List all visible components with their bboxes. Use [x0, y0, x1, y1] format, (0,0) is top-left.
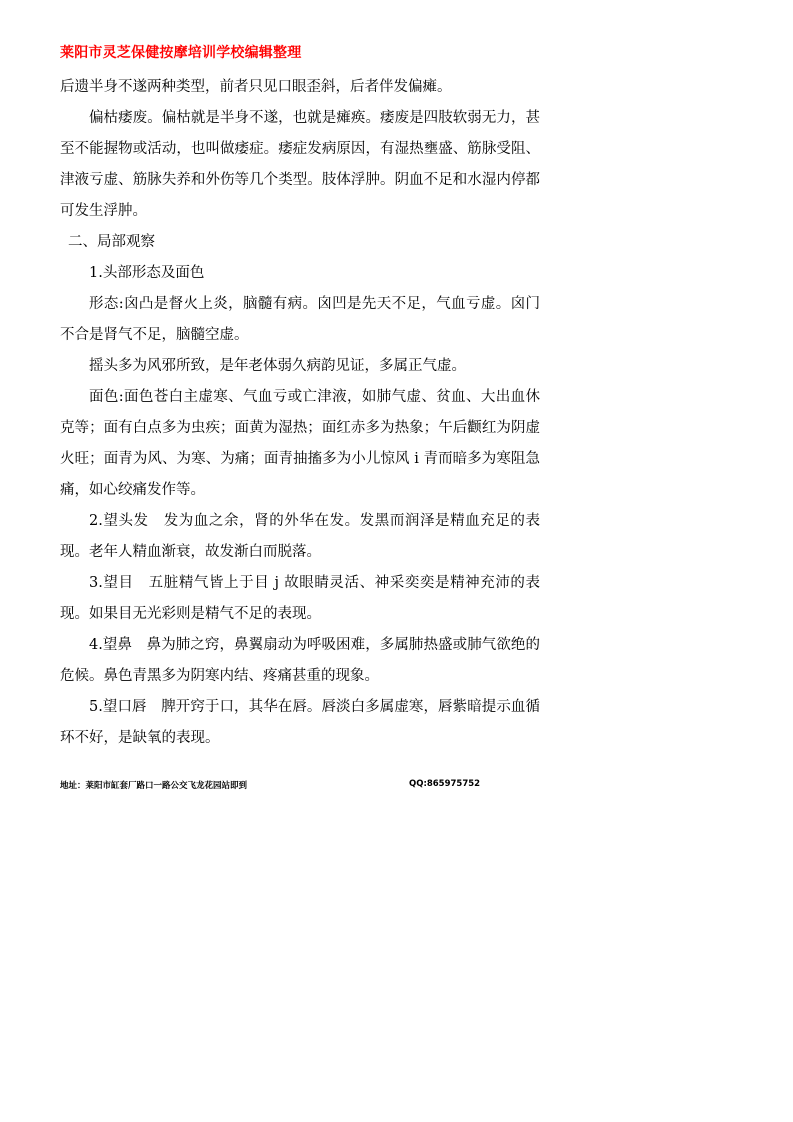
- paragraph: 5.望口唇 脾开窍于口，其华在唇。唇淡白多属虚寒，唇紫暗提示血循环不好，是缺氧的表现。: [60, 699, 540, 746]
- document-header-title: 莱阳市灵芝保健按摩培训学校编辑整理: [60, 45, 302, 61]
- paragraph: 3.望目 五脏精气皆上于目 j 故眼睛灵活、神采奕奕是精神充沛的表现。如果目无光彩则是精气不足的表现。: [60, 575, 540, 622]
- paragraph: 形态:囟凸是督火上炎，脑髓有病。囟凹是先天不足，气血亏虚。囟门不合是肾气不足，脑髓空虚。: [60, 296, 540, 343]
- footer-address: 地址：莱阳市缸套厂路口一路公交飞龙花园站即到: [60, 781, 248, 791]
- document-footer: [60, 779, 480, 791]
- subsection-heading: 1.头部形态及面色: [89, 265, 205, 281]
- footer-qq: QQ:865975752: [409, 779, 481, 789]
- paragraph: 后遗半身不遂两种类型，前者只见口眼歪斜，后者伴发偏瘫。: [60, 79, 452, 95]
- paragraph: 2.望头发 发为血之余，肾的外华在发。发黑而润泽是精血充足的表现。老年人精血渐衰，故发渐白而脱落。: [60, 513, 540, 560]
- paragraph: 4.望鼻 鼻为肺之窍，鼻翼扇动为呼吸困难，多属肺热盛或肺气欲绝的危候。鼻色青黑多为阴寒内结、疼痛甚重的现象。: [60, 637, 540, 684]
- paragraph: 面色:面色苍白主虚寒、气血亏或亡津液，如肺气虚、贫血、大出血休克等；面有白点多为虫疾；面黄为湿热；面红赤多为热象；午后颧红为阴虚火旺；面青为风、为寒、为痛；面青抽搐多为小儿惊风 i 青而暗多为寒阻急痛，如心绞痛发作等。: [60, 389, 540, 498]
- paragraph: 偏枯痿废。偏枯就是半身不遂，也就是瘫痪。痿废是四肢软弱无力，甚至不能握物或活动，也叫做痿症。痿症发病原因，有湿热壅盛、筋脉受阻、津液亏虚、筋脉失养和外伤等几个类型。肢体浮肿。阴血不足和水湿内停都可发生浮肿。: [60, 110, 540, 219]
- paragraph: 摇头多为风邪所致，是年老体弱久病韵见证，多属正气虚。: [89, 358, 466, 374]
- document-body: [60, 72, 540, 754]
- section-heading: 二、局部观察: [68, 234, 155, 250]
